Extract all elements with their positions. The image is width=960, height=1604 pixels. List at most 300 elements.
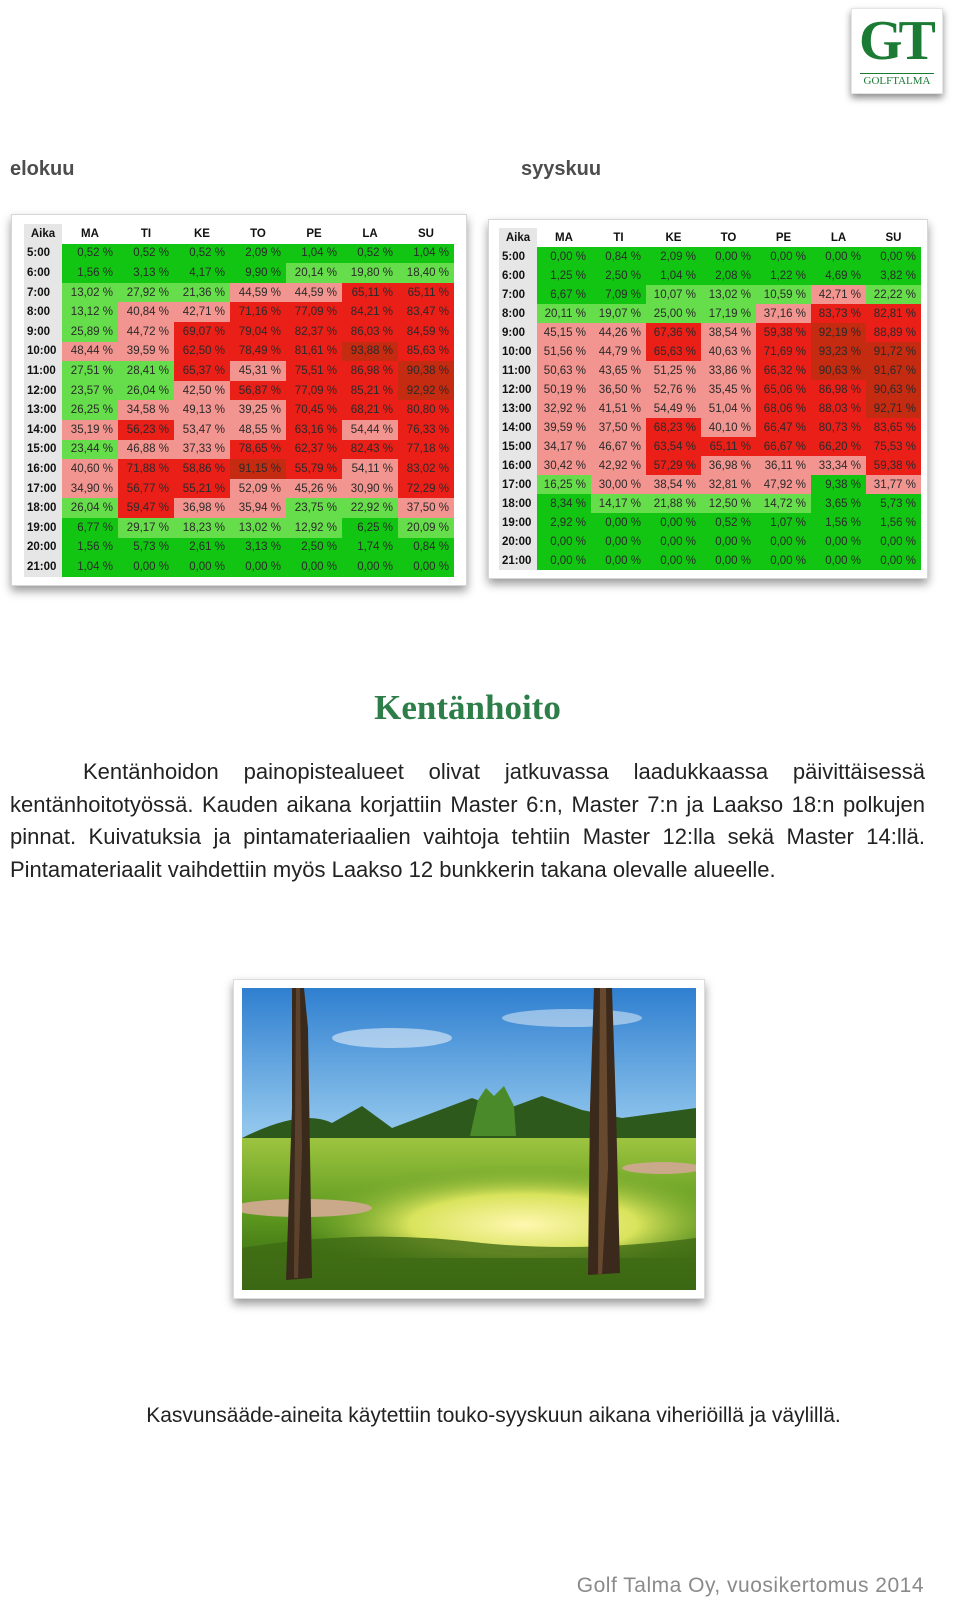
percentage-cell: 23,44 % — [62, 440, 118, 460]
percentage-cell: 0,00 % — [756, 551, 811, 570]
percentage-cell: 83,65 % — [866, 418, 921, 437]
percentage-cell: 79,04 % — [230, 322, 286, 342]
percentage-cell: 26,25 % — [62, 400, 118, 420]
percentage-cell: 78,49 % — [230, 342, 286, 362]
percentage-cell: 54,44 % — [342, 420, 398, 440]
percentage-cell: 80,73 % — [811, 418, 866, 437]
percentage-cell: 42,50 % — [174, 381, 230, 401]
percentage-cell: 5,73 % — [118, 538, 174, 558]
percentage-cell: 85,63 % — [398, 342, 454, 362]
table-row — [24, 381, 454, 401]
time-cell: 13:00 — [499, 399, 537, 418]
time-cell: 6:00 — [24, 263, 62, 283]
percentage-cell: 48,44 % — [62, 342, 118, 362]
time-cell: 19:00 — [499, 513, 537, 532]
percentage-cell: 52,76 % — [646, 380, 701, 399]
percentage-cell: 93,88 % — [342, 342, 398, 362]
percentage-cell: 2,50 % — [591, 266, 646, 285]
percentage-cell: 29,17 % — [118, 518, 174, 538]
percentage-cell: 83,47 % — [398, 302, 454, 322]
time-cell: 12:00 — [499, 380, 537, 399]
table-row — [499, 418, 921, 437]
percentage-cell: 3,13 % — [118, 263, 174, 283]
percentage-cell: 2,61 % — [174, 538, 230, 558]
percentage-cell: 51,56 % — [537, 342, 591, 361]
percentage-cell: 58,86 % — [174, 459, 230, 479]
time-cell: 5:00 — [24, 244, 62, 264]
percentage-cell: 40,63 % — [701, 342, 756, 361]
percentage-cell: 55,79 % — [286, 459, 342, 479]
percentage-cell: 85,21 % — [342, 381, 398, 401]
percentage-cell: 91,15 % — [230, 459, 286, 479]
column-header-su: SU — [866, 228, 921, 247]
percentage-cell: 36,98 % — [701, 456, 756, 475]
percentage-cell: 9,90 % — [230, 263, 286, 283]
percentage-cell: 18,23 % — [174, 518, 230, 538]
percentage-cell: 56,87 % — [230, 381, 286, 401]
table-row — [24, 557, 454, 577]
percentage-cell: 1,04 % — [646, 266, 701, 285]
percentage-cell: 0,00 % — [866, 247, 921, 266]
percentage-cell: 5,73 % — [866, 494, 921, 513]
percentage-cell: 42,71 % — [811, 285, 866, 304]
table-header-row — [24, 224, 454, 244]
time-cell: 9:00 — [24, 322, 62, 342]
time-cell: 7:00 — [24, 283, 62, 303]
percentage-cell: 0,52 % — [342, 244, 398, 264]
percentage-cell: 0,00 % — [537, 247, 591, 266]
percentage-cell: 2,50 % — [286, 538, 342, 558]
time-cell: 19:00 — [24, 518, 62, 538]
table-row — [499, 456, 921, 475]
percentage-cell: 17,19 % — [701, 304, 756, 323]
section-title: Kentänhoito — [374, 688, 561, 727]
percentage-cell: 7,09 % — [591, 285, 646, 304]
percentage-cell: 13,12 % — [62, 302, 118, 322]
percentage-cell: 46,88 % — [118, 440, 174, 460]
percentage-cell: 39,59 % — [118, 342, 174, 362]
percentage-cell: 26,04 % — [118, 381, 174, 401]
percentage-cell: 91,67 % — [866, 361, 921, 380]
table-row — [24, 322, 454, 342]
percentage-cell: 0,00 % — [591, 551, 646, 570]
percentage-cell: 56,23 % — [118, 420, 174, 440]
percentage-cell: 0,00 % — [537, 532, 591, 551]
percentage-cell: 16,25 % — [537, 475, 591, 494]
time-cell: 16:00 — [499, 456, 537, 475]
column-header-ti: TI — [118, 224, 174, 244]
table-row — [24, 518, 454, 538]
table-row — [499, 342, 921, 361]
percentage-cell: 46,67 % — [591, 437, 646, 456]
table-row — [499, 380, 921, 399]
time-cell: 21:00 — [499, 551, 537, 570]
percentage-cell: 84,59 % — [398, 322, 454, 342]
percentage-cell: 0,00 % — [591, 513, 646, 532]
percentage-cell: 20,11 % — [537, 304, 591, 323]
percentage-cell: 19,07 % — [591, 304, 646, 323]
column-header-su: SU — [398, 224, 454, 244]
percentage-cell: 59,47 % — [118, 498, 174, 518]
percentage-cell: 13,02 % — [230, 518, 286, 538]
percentage-cell: 0,00 % — [811, 532, 866, 551]
percentage-cell: 75,53 % — [866, 437, 921, 456]
percentage-cell: 3,13 % — [230, 538, 286, 558]
percentage-cell: 69,07 % — [174, 322, 230, 342]
table-row — [24, 440, 454, 460]
percentage-cell: 1,25 % — [537, 266, 591, 285]
percentage-cell: 0,00 % — [174, 557, 230, 577]
column-header-la: LA — [811, 228, 866, 247]
percentage-cell: 20,09 % — [398, 518, 454, 538]
percentage-cell: 68,23 % — [646, 418, 701, 437]
time-cell: 18:00 — [24, 498, 62, 518]
percentage-cell: 37,33 % — [174, 440, 230, 460]
percentage-cell: 0,00 % — [701, 551, 756, 570]
percentage-cell: 27,51 % — [62, 361, 118, 381]
percentage-cell: 25,89 % — [62, 322, 118, 342]
percentage-cell: 67,36 % — [646, 323, 701, 342]
percentage-cell: 20,14 % — [286, 263, 342, 283]
percentage-cell: 27,92 % — [118, 283, 174, 303]
time-cell: 14:00 — [24, 420, 62, 440]
table-row — [499, 513, 921, 532]
percentage-cell: 36,11 % — [756, 456, 811, 475]
percentage-cell: 12,92 % — [286, 518, 342, 538]
percentage-cell: 10,59 % — [756, 285, 811, 304]
percentage-cell: 37,50 % — [398, 498, 454, 518]
time-cell: 20:00 — [24, 538, 62, 558]
time-cell: 5:00 — [499, 247, 537, 266]
percentage-cell: 0,00 % — [537, 551, 591, 570]
percentage-cell: 76,33 % — [398, 420, 454, 440]
percentage-cell: 26,04 % — [62, 498, 118, 518]
percentage-cell: 59,38 % — [866, 456, 921, 475]
percentage-cell: 37,50 % — [591, 418, 646, 437]
percentage-cell: 1,56 % — [62, 538, 118, 558]
column-header-aika: Aika — [24, 224, 62, 244]
percentage-cell: 42,71 % — [174, 302, 230, 322]
percentage-cell: 44,59 % — [286, 283, 342, 303]
percentage-cell: 93,23 % — [811, 342, 866, 361]
percentage-cell: 92,19 % — [811, 323, 866, 342]
percentage-cell: 82,37 % — [286, 322, 342, 342]
percentage-cell: 21,88 % — [646, 494, 701, 513]
percentage-cell: 0,52 % — [62, 244, 118, 264]
percentage-cell: 44,26 % — [591, 323, 646, 342]
percentage-cell: 70,45 % — [286, 400, 342, 420]
time-cell: 17:00 — [24, 479, 62, 499]
column-header-aika: Aika — [499, 228, 537, 247]
percentage-cell: 88,03 % — [811, 399, 866, 418]
percentage-cell: 90,63 % — [866, 380, 921, 399]
percentage-cell: 66,20 % — [811, 437, 866, 456]
percentage-cell: 0,00 % — [756, 532, 811, 551]
percentage-cell: 68,06 % — [756, 399, 811, 418]
percentage-cell: 65,11 % — [342, 283, 398, 303]
percentage-cell: 18,40 % — [398, 263, 454, 283]
table-row — [499, 475, 921, 494]
percentage-cell: 72,29 % — [398, 479, 454, 499]
percentage-cell: 0,00 % — [646, 551, 701, 570]
column-header-ke: KE — [646, 228, 701, 247]
percentage-cell: 51,25 % — [646, 361, 701, 380]
percentage-cell: 38,54 % — [646, 475, 701, 494]
percentage-cell: 56,77 % — [118, 479, 174, 499]
percentage-cell: 30,42 % — [537, 456, 591, 475]
percentage-cell: 86,03 % — [342, 322, 398, 342]
percentage-cell: 83,02 % — [398, 459, 454, 479]
percentage-cell: 86,98 % — [811, 380, 866, 399]
table-row — [499, 285, 921, 304]
percentage-cell: 40,10 % — [701, 418, 756, 437]
time-cell: 15:00 — [499, 437, 537, 456]
percentage-cell: 54,11 % — [342, 459, 398, 479]
percentage-cell: 33,34 % — [811, 456, 866, 475]
percentage-cell: 63,16 % — [286, 420, 342, 440]
percentage-cell: 0,00 % — [118, 557, 174, 577]
percentage-cell: 82,81 % — [866, 304, 921, 323]
percentage-cell: 50,19 % — [537, 380, 591, 399]
logo-letters: GT — [859, 10, 932, 72]
percentage-cell: 84,21 % — [342, 302, 398, 322]
percentage-cell: 78,65 % — [230, 440, 286, 460]
table-row — [499, 551, 921, 570]
percentage-cell: 13,02 % — [701, 285, 756, 304]
percentage-cell: 13,02 % — [62, 283, 118, 303]
percentage-cell: 0,00 % — [342, 557, 398, 577]
syyskuu-table-frame — [488, 219, 928, 579]
percentage-cell: 44,79 % — [591, 342, 646, 361]
percentage-cell: 40,84 % — [118, 302, 174, 322]
percentage-cell: 77,18 % — [398, 440, 454, 460]
percentage-cell: 34,90 % — [62, 479, 118, 499]
percentage-cell: 39,59 % — [537, 418, 591, 437]
percentage-cell: 90,63 % — [811, 361, 866, 380]
elokuu-table-frame — [11, 214, 467, 586]
table-row — [24, 420, 454, 440]
time-cell: 10:00 — [24, 342, 62, 362]
percentage-cell: 36,50 % — [591, 380, 646, 399]
percentage-cell: 21,36 % — [174, 283, 230, 303]
table-row — [499, 323, 921, 342]
table-row — [499, 437, 921, 456]
percentage-cell: 90,38 % — [398, 361, 454, 381]
percentage-cell: 1,56 % — [62, 263, 118, 283]
percentage-cell: 65,63 % — [646, 342, 701, 361]
column-header-ma: MA — [62, 224, 118, 244]
percentage-cell: 14,17 % — [591, 494, 646, 513]
percentage-cell: 34,17 % — [537, 437, 591, 456]
time-cell: 13:00 — [24, 400, 62, 420]
percentage-cell: 0,84 % — [398, 538, 454, 558]
syyskuu-usage-table — [499, 228, 921, 570]
month-label-elokuu: elokuu — [10, 158, 75, 180]
time-cell: 17:00 — [499, 475, 537, 494]
percentage-cell: 77,09 % — [286, 302, 342, 322]
elokuu-usage-table — [24, 224, 454, 577]
percentage-cell: 22,22 % — [866, 285, 921, 304]
percentage-cell: 1,04 % — [398, 244, 454, 264]
percentage-cell: 10,07 % — [646, 285, 701, 304]
percentage-cell: 62,50 % — [174, 342, 230, 362]
percentage-cell: 92,92 % — [398, 381, 454, 401]
percentage-cell: 81,61 % — [286, 342, 342, 362]
percentage-cell: 4,17 % — [174, 263, 230, 283]
table-row — [24, 400, 454, 420]
table-row — [24, 283, 454, 303]
percentage-cell: 63,54 % — [646, 437, 701, 456]
percentage-cell: 54,49 % — [646, 399, 701, 418]
percentage-cell: 35,94 % — [230, 498, 286, 518]
table-row — [24, 263, 454, 283]
percentage-cell: 1,22 % — [756, 266, 811, 285]
percentage-cell: 65,37 % — [174, 361, 230, 381]
time-cell: 16:00 — [24, 459, 62, 479]
time-cell: 20:00 — [499, 532, 537, 551]
percentage-cell: 0,00 % — [646, 513, 701, 532]
percentage-cell: 0,52 % — [701, 513, 756, 532]
percentage-cell: 43,65 % — [591, 361, 646, 380]
percentage-cell: 57,29 % — [646, 456, 701, 475]
table-row — [499, 304, 921, 323]
percentage-cell: 2,09 % — [646, 247, 701, 266]
percentage-cell: 45,15 % — [537, 323, 591, 342]
percentage-cell: 0,00 % — [866, 532, 921, 551]
percentage-cell: 47,92 % — [756, 475, 811, 494]
percentage-cell: 71,16 % — [230, 302, 286, 322]
percentage-cell: 1,07 % — [756, 513, 811, 532]
percentage-cell: 23,75 % — [286, 498, 342, 518]
table-row — [24, 459, 454, 479]
footer-text: Golf Talma Oy, vuosikertomus 2014 — [576, 1574, 924, 1597]
percentage-cell: 53,47 % — [174, 420, 230, 440]
percentage-cell: 0,00 % — [591, 532, 646, 551]
percentage-cell: 31,77 % — [866, 475, 921, 494]
percentage-cell: 1,56 % — [811, 513, 866, 532]
time-cell: 11:00 — [499, 361, 537, 380]
percentage-cell: 0,00 % — [866, 551, 921, 570]
logo-subtitle: GOLFTALMA — [863, 75, 931, 87]
percentage-cell: 71,69 % — [756, 342, 811, 361]
percentage-cell: 35,19 % — [62, 420, 118, 440]
percentage-cell: 82,43 % — [342, 440, 398, 460]
percentage-cell: 86,98 % — [342, 361, 398, 381]
percentage-cell: 38,54 % — [701, 323, 756, 342]
percentage-cell: 65,11 % — [701, 437, 756, 456]
percentage-cell: 32,81 % — [701, 475, 756, 494]
percentage-cell: 45,31 % — [230, 361, 286, 381]
percentage-cell: 49,13 % — [174, 400, 230, 420]
percentage-cell: 59,38 % — [756, 323, 811, 342]
percentage-cell: 83,73 % — [811, 304, 866, 323]
percentage-cell: 30,90 % — [342, 479, 398, 499]
percentage-cell: 0,52 % — [118, 244, 174, 264]
column-header-to: TO — [230, 224, 286, 244]
table-row — [499, 532, 921, 551]
time-cell: 7:00 — [499, 285, 537, 304]
percentage-cell: 0,00 % — [230, 557, 286, 577]
percentage-cell: 28,41 % — [118, 361, 174, 381]
body-paragraph: Kentänhoidon painopistealueet olivat jatkuvassa laadukkaassa päivittäisessä kentänhoitotyössä. Kauden aikana korjattiin Master 6:n, Master 7:n ja Laakso 18:n polkujen pinnat. Kuivatuksia ja pintamateriaalien vaihtoja tehtiin Master 12:lla sekä Master 14:llä. Pintamateriaalit vaihdettiin myös Laakso 12 bunkkerin takana olevalle alueelle. — [10, 759, 925, 882]
percentage-cell: 39,25 % — [230, 400, 286, 420]
table-row — [499, 494, 921, 513]
percentage-cell: 2,92 % — [537, 513, 591, 532]
table-row — [24, 498, 454, 518]
table-row — [24, 342, 454, 362]
percentage-cell: 45,26 % — [286, 479, 342, 499]
percentage-cell: 6,67 % — [537, 285, 591, 304]
percentage-cell: 42,92 % — [591, 456, 646, 475]
percentage-cell: 51,04 % — [701, 399, 756, 418]
percentage-cell: 52,09 % — [230, 479, 286, 499]
percentage-cell: 34,58 % — [118, 400, 174, 420]
percentage-cell: 37,16 % — [756, 304, 811, 323]
time-cell: 21:00 — [24, 557, 62, 577]
percentage-cell: 1,74 % — [342, 538, 398, 558]
percentage-cell: 2,09 % — [230, 244, 286, 264]
percentage-cell: 1,56 % — [866, 513, 921, 532]
percentage-cell: 0,00 % — [701, 247, 756, 266]
percentage-cell: 0,00 % — [701, 532, 756, 551]
column-header-ti: TI — [591, 228, 646, 247]
time-cell: 9:00 — [499, 323, 537, 342]
percentage-cell: 0,00 % — [398, 557, 454, 577]
percentage-cell: 35,45 % — [701, 380, 756, 399]
logo-divider — [860, 73, 934, 74]
percentage-cell: 41,51 % — [591, 399, 646, 418]
percentage-cell: 77,09 % — [286, 381, 342, 401]
percentage-cell: 3,82 % — [866, 266, 921, 285]
percentage-cell: 23,57 % — [62, 381, 118, 401]
percentage-cell: 92,71 % — [866, 399, 921, 418]
column-header-ma: MA — [537, 228, 591, 247]
column-header-pe: PE — [756, 228, 811, 247]
time-cell: 12:00 — [24, 381, 62, 401]
percentage-cell: 62,37 % — [286, 440, 342, 460]
percentage-cell: 65,06 % — [756, 380, 811, 399]
percentage-cell: 68,21 % — [342, 400, 398, 420]
percentage-cell: 25,00 % — [646, 304, 701, 323]
percentage-cell: 0,52 % — [174, 244, 230, 264]
percentage-cell: 44,59 % — [230, 283, 286, 303]
column-header-to: TO — [701, 228, 756, 247]
time-cell: 18:00 — [499, 494, 537, 513]
percentage-cell: 9,38 % — [811, 475, 866, 494]
table-row — [24, 538, 454, 558]
time-cell: 14:00 — [499, 418, 537, 437]
table-row — [499, 266, 921, 285]
percentage-cell: 2,08 % — [701, 266, 756, 285]
table-row — [499, 247, 921, 266]
percentage-cell: 80,80 % — [398, 400, 454, 420]
percentage-cell: 30,00 % — [591, 475, 646, 494]
percentage-cell: 50,63 % — [537, 361, 591, 380]
percentage-cell: 66,32 % — [756, 361, 811, 380]
percentage-cell: 14,72 % — [756, 494, 811, 513]
percentage-cell: 3,65 % — [811, 494, 866, 513]
golf-course-photo-frame — [233, 979, 705, 1299]
column-header-ke: KE — [174, 224, 230, 244]
percentage-cell: 22,92 % — [342, 498, 398, 518]
table-row — [24, 361, 454, 381]
percentage-cell: 40,60 % — [62, 459, 118, 479]
percentage-cell: 91,72 % — [866, 342, 921, 361]
percentage-cell: 1,04 % — [62, 557, 118, 577]
percentage-cell: 0,00 % — [646, 532, 701, 551]
percentage-cell: 6,25 % — [342, 518, 398, 538]
time-cell: 15:00 — [24, 440, 62, 460]
